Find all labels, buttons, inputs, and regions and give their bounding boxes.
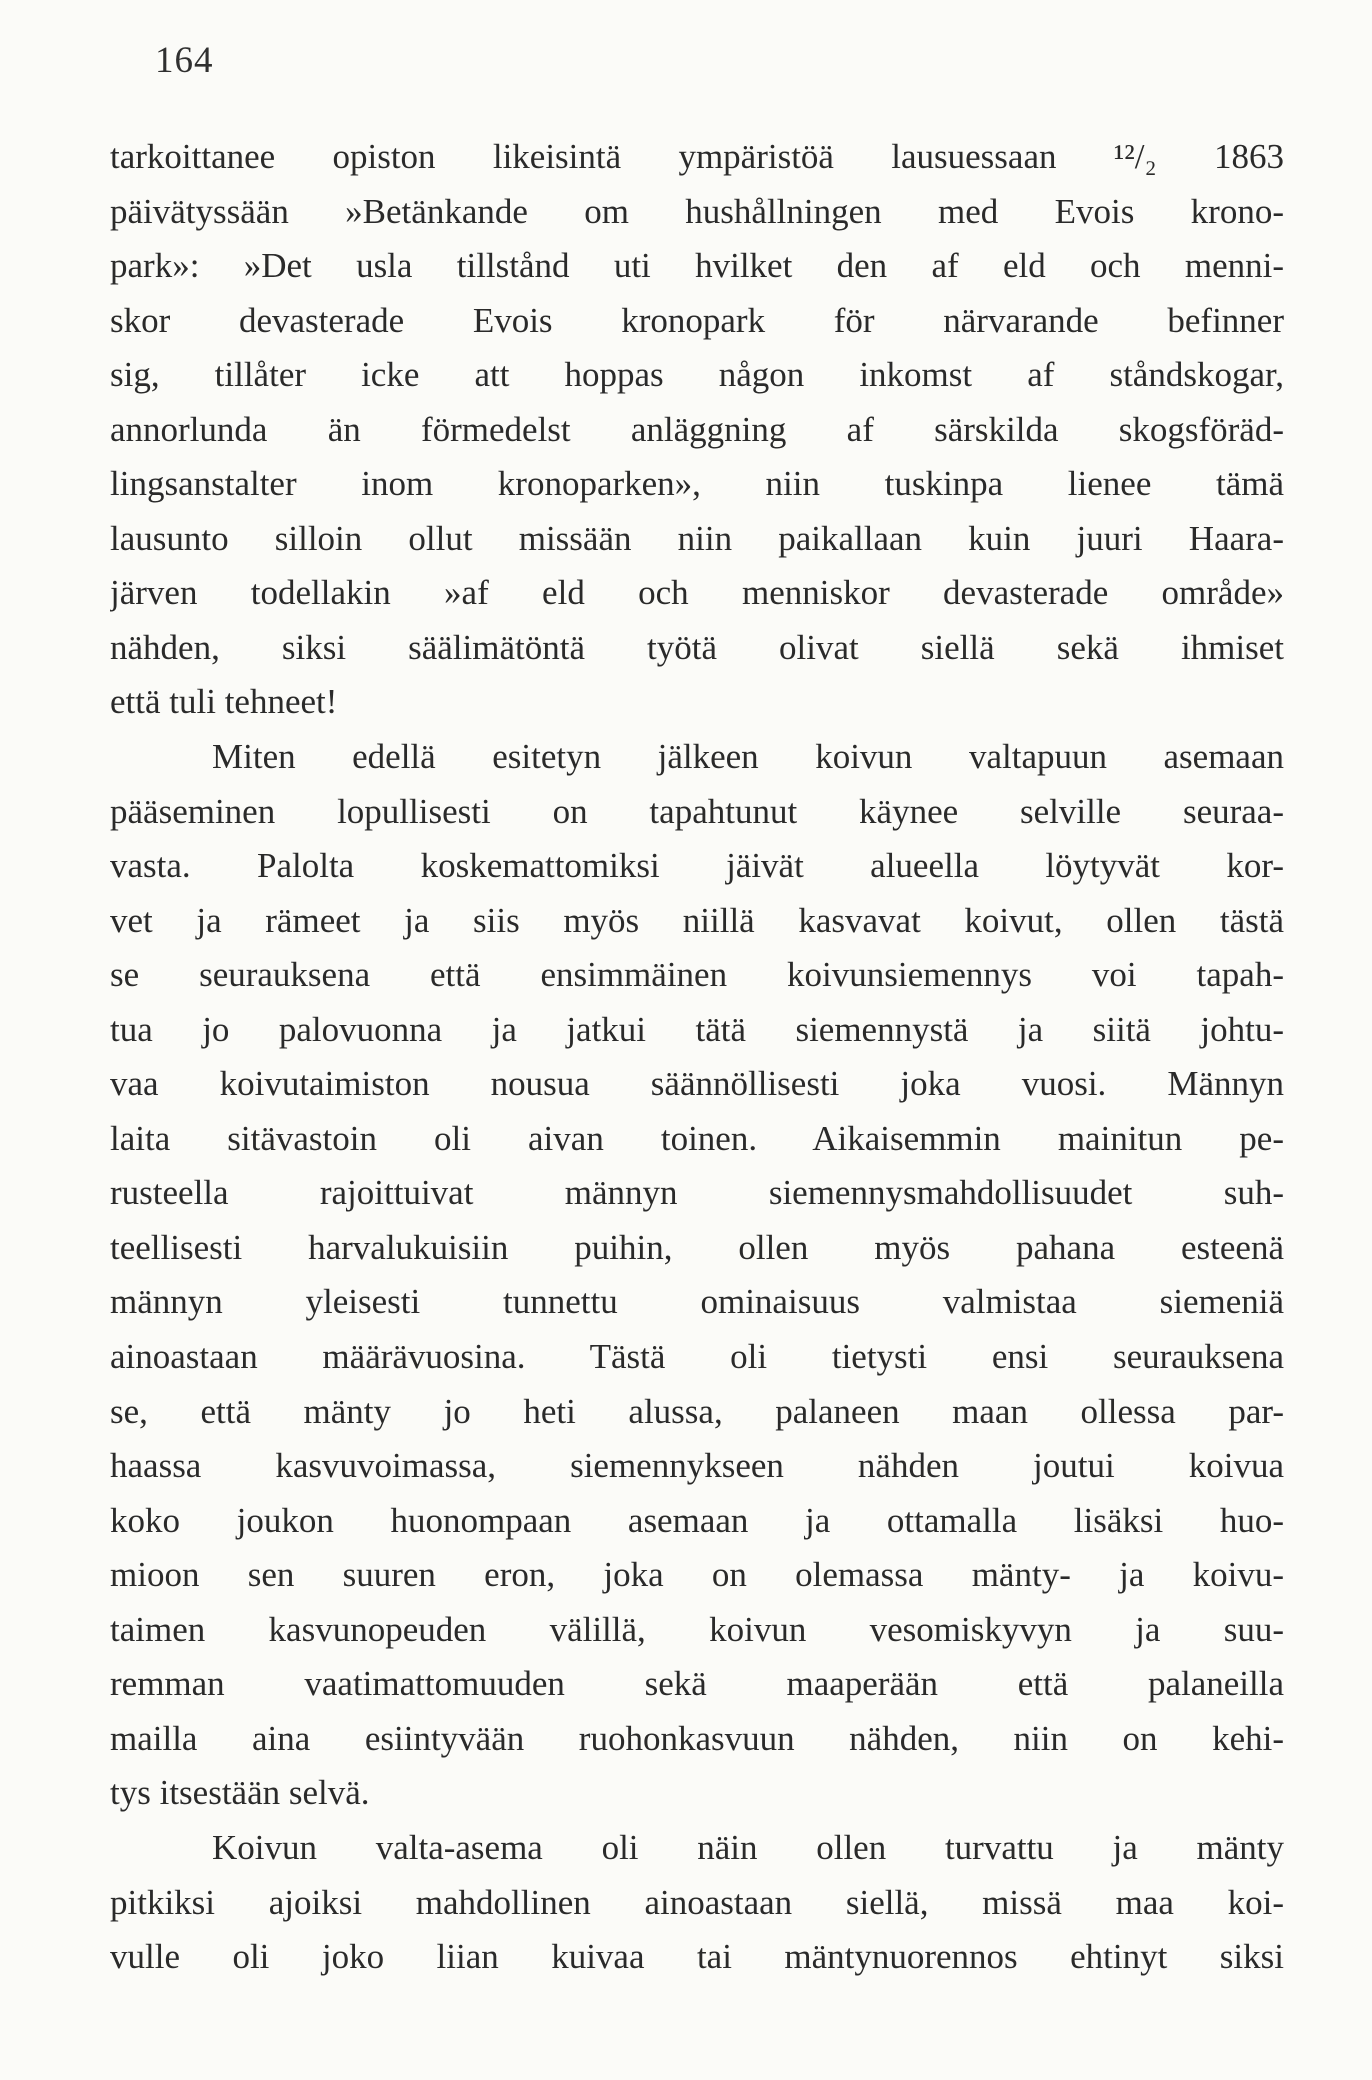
text-line: skor devasterade Evois kronopark för närvarande befinner: [110, 300, 1284, 340]
text-line: teellisesti harvalukuisiin puihin, ollen myös pahana esteenä: [110, 1227, 1284, 1267]
text-line: että tuli tehneet!: [110, 682, 338, 722]
text-line: vulle oli joko liian kuivaa tai mäntynuorennos ehtinyt siksi: [110, 1937, 1284, 1977]
text-line: taimen kasvunopeuden välillä, koivun vesomiskyvyn ja suu-: [110, 1609, 1284, 1649]
paragraph-start-line: Koivun valta-asema oli näin ollen turvattu ja mänty: [212, 1827, 1284, 1867]
text-line: se seurauksena että ensimmäinen koivunsiemennys voi tapah-: [110, 955, 1284, 995]
text-line: lausunto silloin ollut missään niin paikallaan kuin juuri Haara-: [110, 518, 1284, 558]
text-line: park»: »Det usla tillstånd uti hvilket den af eld och menni-: [110, 246, 1284, 286]
text-line: vaa koivutaimiston nousua säännöllisesti joka vuosi. Männyn: [110, 1064, 1284, 1104]
text-line: se, että mänty jo heti alussa, palaneen maan ollessa par-: [110, 1391, 1284, 1431]
text-line: järven todellakin »af eld och menniskor devasterade område»: [110, 573, 1284, 613]
text-line: pääseminen lopullisesti on tapahtunut käynee selville seuraa-: [110, 791, 1284, 831]
page-number: 164: [155, 40, 214, 81]
text-line: tarkoittanee opiston likeisintä ympäristöä lausuessaan ¹²/₂ 1863: [110, 137, 1284, 176]
text-line: vet ja rämeet ja siis myös niillä kasvavat koivut, ollen tästä: [110, 900, 1284, 940]
text-line: pitkiksi ajoiksi mahdollinen ainoastaan siellä, missä maa koi-: [110, 1882, 1284, 1922]
text-line: männyn yleisesti tunnettu ominaisuus valmistaa siemeniä: [110, 1282, 1284, 1322]
text-line: mioon sen suuren eron, joka on olemassa mänty- ja koivu-: [110, 1555, 1284, 1595]
text-line: mailla aina esiintyvään ruohonkasvuun nähden, niin on kehi-: [110, 1718, 1284, 1758]
text-line: haassa kasvuvoimassa, siemennykseen nähden joutui koivua: [110, 1446, 1284, 1486]
text-line: sig, tillåter icke att hoppas någon inkomst af ståndskogar,: [110, 355, 1284, 395]
text-line: päivätyssään »Betänkande om hushållningen med Evois krono-: [110, 191, 1284, 231]
text-line: koko joukon huonompaan asemaan ja ottamalla lisäksi huo-: [110, 1500, 1284, 1540]
paragraph-start-line: Miten edellä esitetyn jälkeen koivun valtapuun asemaan: [212, 737, 1284, 777]
text-line: annorlunda än förmedelst anläggning af särskilda skogsföräd-: [110, 409, 1284, 449]
text-line: ainoastaan määrävuosina. Tästä oli tietysti ensi seurauksena: [110, 1337, 1284, 1377]
text-line: laita sitävastoin oli aivan toinen. Aikaisemmin mainitun pe-: [110, 1118, 1284, 1158]
text-line: lingsanstalter inom kronoparken», niin tuskinpa lienee tämä: [110, 464, 1284, 504]
text-line: nähden, siksi säälimätöntä työtä olivat siellä sekä ihmiset: [110, 627, 1284, 667]
body-text: [110, 130, 1284, 1985]
text-line: remman vaatimattomuuden sekä maaperään että palaneilla: [110, 1664, 1284, 1704]
text-line: vasta. Palolta koskemattomiksi jäivät alueella löytyvät kor-: [110, 846, 1284, 886]
text-line: rusteella rajoittuivat männyn siemennysmahdollisuudet suh-: [110, 1173, 1284, 1213]
text-line: tys itsestään selvä.: [110, 1773, 370, 1813]
text-line: tua jo palovuonna ja jatkui tätä siemennystä ja siitä johtu-: [110, 1009, 1284, 1049]
